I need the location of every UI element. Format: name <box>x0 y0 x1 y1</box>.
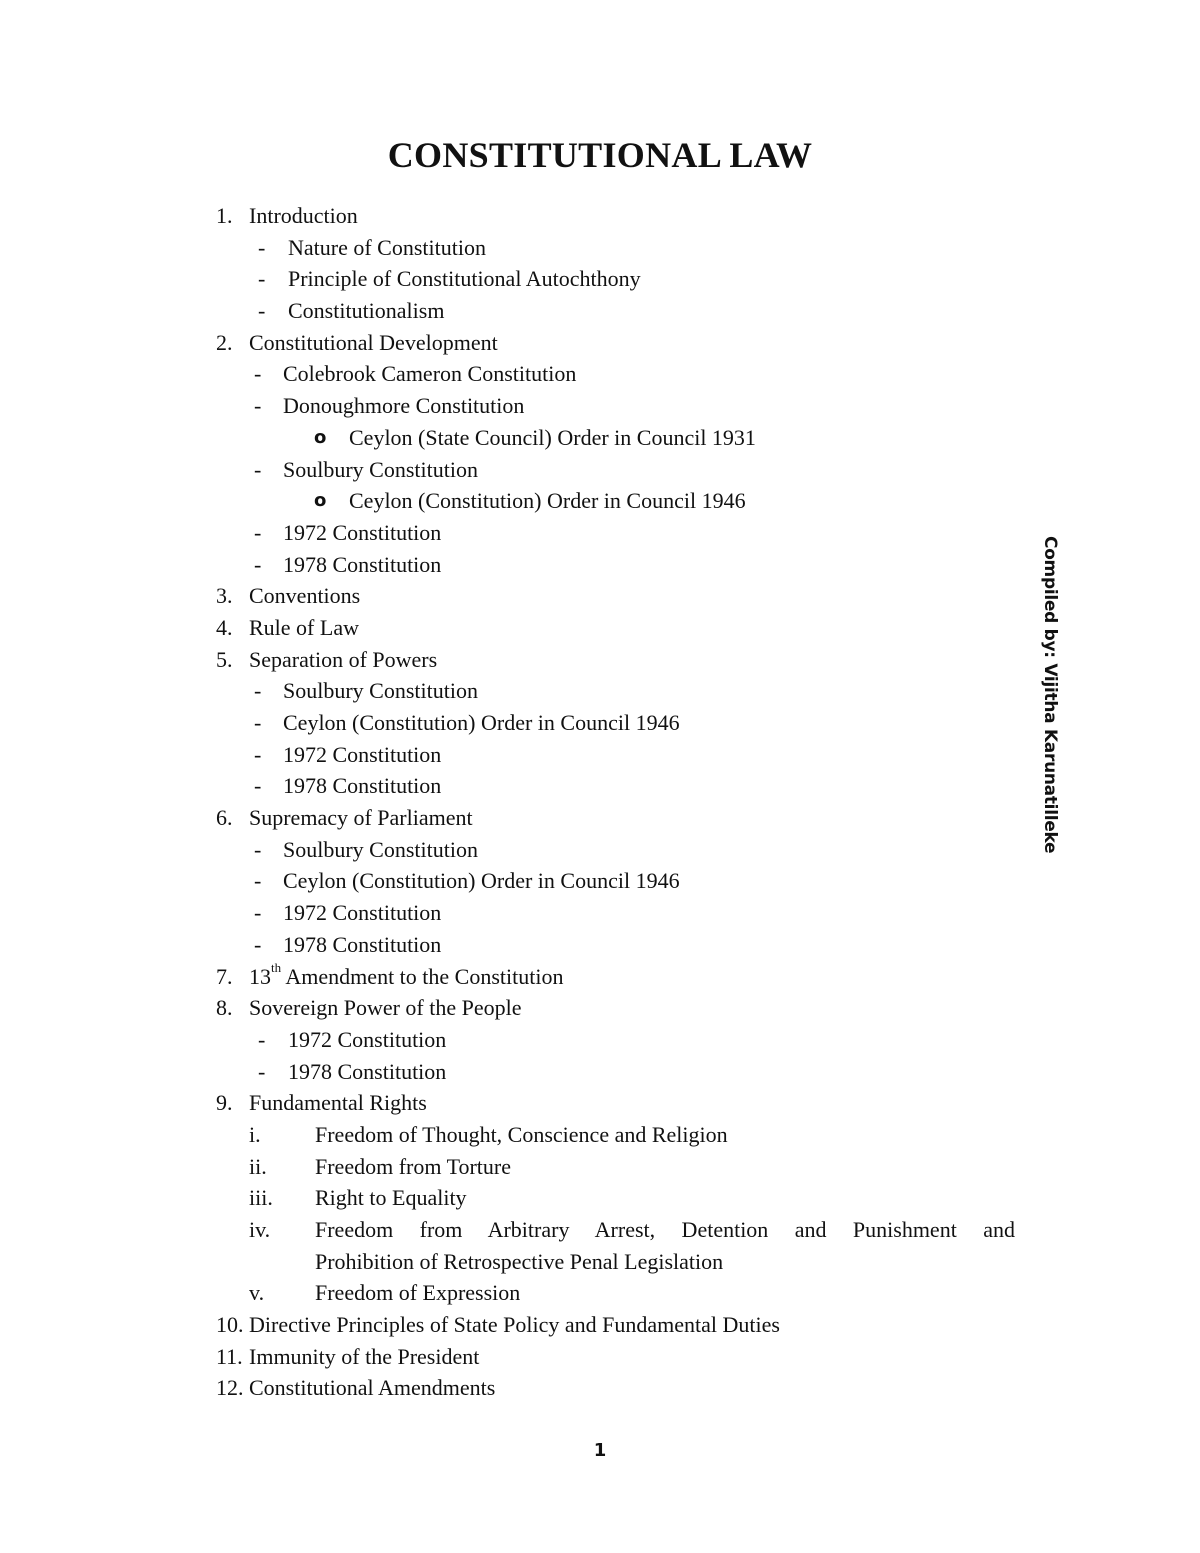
subitem-text: 1978 Constitution <box>283 551 442 577</box>
subitem-text: 1978 Constitution <box>288 1058 447 1084</box>
outline-item <box>216 1309 1016 1341</box>
dash-bullet: - <box>254 741 262 767</box>
subitem-text: Nature of Constitution <box>288 234 486 260</box>
roman-numeral: v. <box>249 1280 265 1306</box>
subitem-text: Donoughmore Constitution <box>283 393 525 419</box>
item-number: 12. <box>216 1375 244 1401</box>
subitem-text: 1972 Constitution <box>288 1026 447 1052</box>
roman-numeral: i. <box>249 1121 261 1147</box>
item-text: Fundamental Rights <box>249 1090 427 1116</box>
item-text: Immunity of the President <box>249 1343 480 1369</box>
outline-item <box>216 612 1016 644</box>
side-credit: Compiled by: Vijitha Karunatilleke <box>1040 536 1060 854</box>
dash-bullet: - <box>254 868 262 894</box>
outline-subitem <box>216 834 1016 866</box>
dash-bullet: - <box>254 773 262 799</box>
item-number: 5. <box>216 646 233 672</box>
roman-subitem-text: Freedom of Thought, Conscience and Religion <box>315 1121 728 1147</box>
item-number: 3. <box>216 583 233 609</box>
dash-bullet: - <box>258 234 266 260</box>
roman-subitem-text: Prohibition of Retrospective Penal Legislation <box>315 1248 724 1274</box>
outline-subsubitem <box>216 422 1016 454</box>
circle-bullet-icon: o <box>314 490 327 512</box>
item-text-rest: Amendment to the Constitution <box>285 963 564 989</box>
subitem-text: Soulbury Constitution <box>283 456 478 482</box>
outline-subitem <box>216 865 1016 897</box>
outline-item <box>216 327 1016 359</box>
outline-subitem <box>216 454 1016 486</box>
item-text: Constitutional Development <box>249 329 498 355</box>
roman-subitem <box>216 1214 1016 1246</box>
outline-item <box>216 961 1016 993</box>
dash-bullet: - <box>254 456 262 482</box>
subitem-text: Ceylon (Constitution) Order in Council 1946 <box>283 710 680 735</box>
dash-bullet: - <box>254 900 262 926</box>
outline-item <box>216 802 1016 834</box>
page-number: 1 <box>593 1440 607 1461</box>
outline-item <box>216 1341 1016 1373</box>
dash-bullet: - <box>254 836 262 862</box>
subitem-text: 1978 Constitution <box>283 773 442 799</box>
dash-bullet: - <box>258 1026 266 1052</box>
item-text: Introduction <box>249 203 358 228</box>
dash-bullet: - <box>258 1058 266 1084</box>
outline-item <box>216 580 1016 612</box>
item-text: Supremacy of Parliament <box>249 805 473 831</box>
item-number: 8. <box>216 995 233 1021</box>
outline-subitem <box>216 1024 1016 1056</box>
subitem-text: Soulbury Constitution <box>283 836 478 862</box>
outline-subitem <box>216 263 1016 295</box>
outline-subitem <box>216 739 1016 771</box>
item-number: 11. <box>216 1343 243 1369</box>
item-number: 6. <box>216 805 233 831</box>
roman-subitem-text: Freedom of Expression <box>315 1280 521 1306</box>
item-number: 4. <box>216 614 233 640</box>
outline-subitem <box>216 675 1016 707</box>
outline-subitem <box>216 929 1016 961</box>
item-text: Conventions <box>249 583 361 609</box>
roman-numeral: iv. <box>249 1217 271 1242</box>
dash-bullet: - <box>254 931 262 957</box>
roman-numeral: iii. <box>249 1185 273 1211</box>
subitem-text: 1978 Constitution <box>283 931 442 957</box>
subitem-text: Ceylon (Constitution) Order in Council 1946 <box>283 868 680 894</box>
outline-subitem <box>216 517 1016 549</box>
subitem-text: 1972 Constitution <box>283 900 442 926</box>
outline-subitem <box>216 1056 1016 1088</box>
dash-bullet: - <box>258 298 266 324</box>
item-number: 10. <box>216 1312 244 1338</box>
roman-subitem <box>216 1277 1016 1309</box>
roman-subitem <box>216 1119 1016 1151</box>
outline-item <box>216 644 1016 676</box>
subitem-text: 1972 Constitution <box>283 519 442 545</box>
item-number: 2. <box>216 329 233 355</box>
outline-subitem <box>216 897 1016 929</box>
dash-bullet: - <box>254 551 262 577</box>
roman-subitem-text: Right to Equality <box>315 1185 467 1211</box>
item-text: Separation of Powers <box>249 646 438 672</box>
roman-subitem-text: Freedom from Torture <box>315 1153 512 1179</box>
outline-subitem <box>216 770 1016 802</box>
contents-outline <box>216 200 1016 1404</box>
item-text: Directive Principles of State Policy and Fundamental Duties <box>249 1312 780 1338</box>
dash-bullet: - <box>254 678 262 704</box>
outline-item <box>216 1087 1016 1119</box>
subitem-text: 1972 Constitution <box>283 741 442 767</box>
outline-subitem <box>216 707 1016 739</box>
item-text: Rule of Law <box>249 614 359 640</box>
document-title: CONSTITUTIONAL LAW <box>387 135 813 175</box>
subsubitem-text: Ceylon (State Council) Order in Council 1931 <box>349 424 756 450</box>
outline-subitem <box>216 549 1016 581</box>
item-number: 7. <box>216 963 233 989</box>
item-text <box>249 961 563 993</box>
dash-bullet: - <box>254 361 262 387</box>
roman-subitem-text: Freedom from Arbitrary Arrest, Detention and Punishment and <box>315 1217 1015 1242</box>
roman-numeral: ii. <box>249 1153 267 1179</box>
subitem-text: Colebrook Cameron Constitution <box>283 361 577 387</box>
outline-item <box>216 200 1016 232</box>
item-number: 9. <box>216 1090 233 1116</box>
outline-item <box>216 1372 1016 1404</box>
dash-bullet: - <box>254 519 262 545</box>
dash-bullet: - <box>258 266 266 292</box>
roman-subitem-continuation <box>216 1246 1016 1278</box>
subsubitem-text: Ceylon (Constitution) Order in Council 1946 <box>349 488 746 514</box>
roman-subitem <box>216 1151 1016 1183</box>
outline-subitem <box>216 295 1016 327</box>
outline-subsubitem <box>216 485 1016 517</box>
item-number: 1. <box>216 203 233 228</box>
ordinal-suffix: th <box>271 960 282 976</box>
item-text: Sovereign Power of the People <box>249 995 522 1021</box>
circle-bullet-icon: o <box>314 426 327 448</box>
subitem-text: Soulbury Constitution <box>283 678 478 704</box>
outline-subitem <box>216 390 1016 422</box>
item-text: Constitutional Amendments <box>249 1375 496 1401</box>
outline-subitem <box>216 358 1016 390</box>
subitem-text: Constitutionalism <box>288 298 445 324</box>
ordinal-number: 13 <box>249 963 271 989</box>
subitem-text: Principle of Constitutional Autochthony <box>288 266 641 292</box>
dash-bullet: - <box>254 710 262 735</box>
outline-item <box>216 992 1016 1024</box>
roman-subitem <box>216 1182 1016 1214</box>
dash-bullet: - <box>254 393 262 419</box>
outline-subitem <box>216 232 1016 264</box>
